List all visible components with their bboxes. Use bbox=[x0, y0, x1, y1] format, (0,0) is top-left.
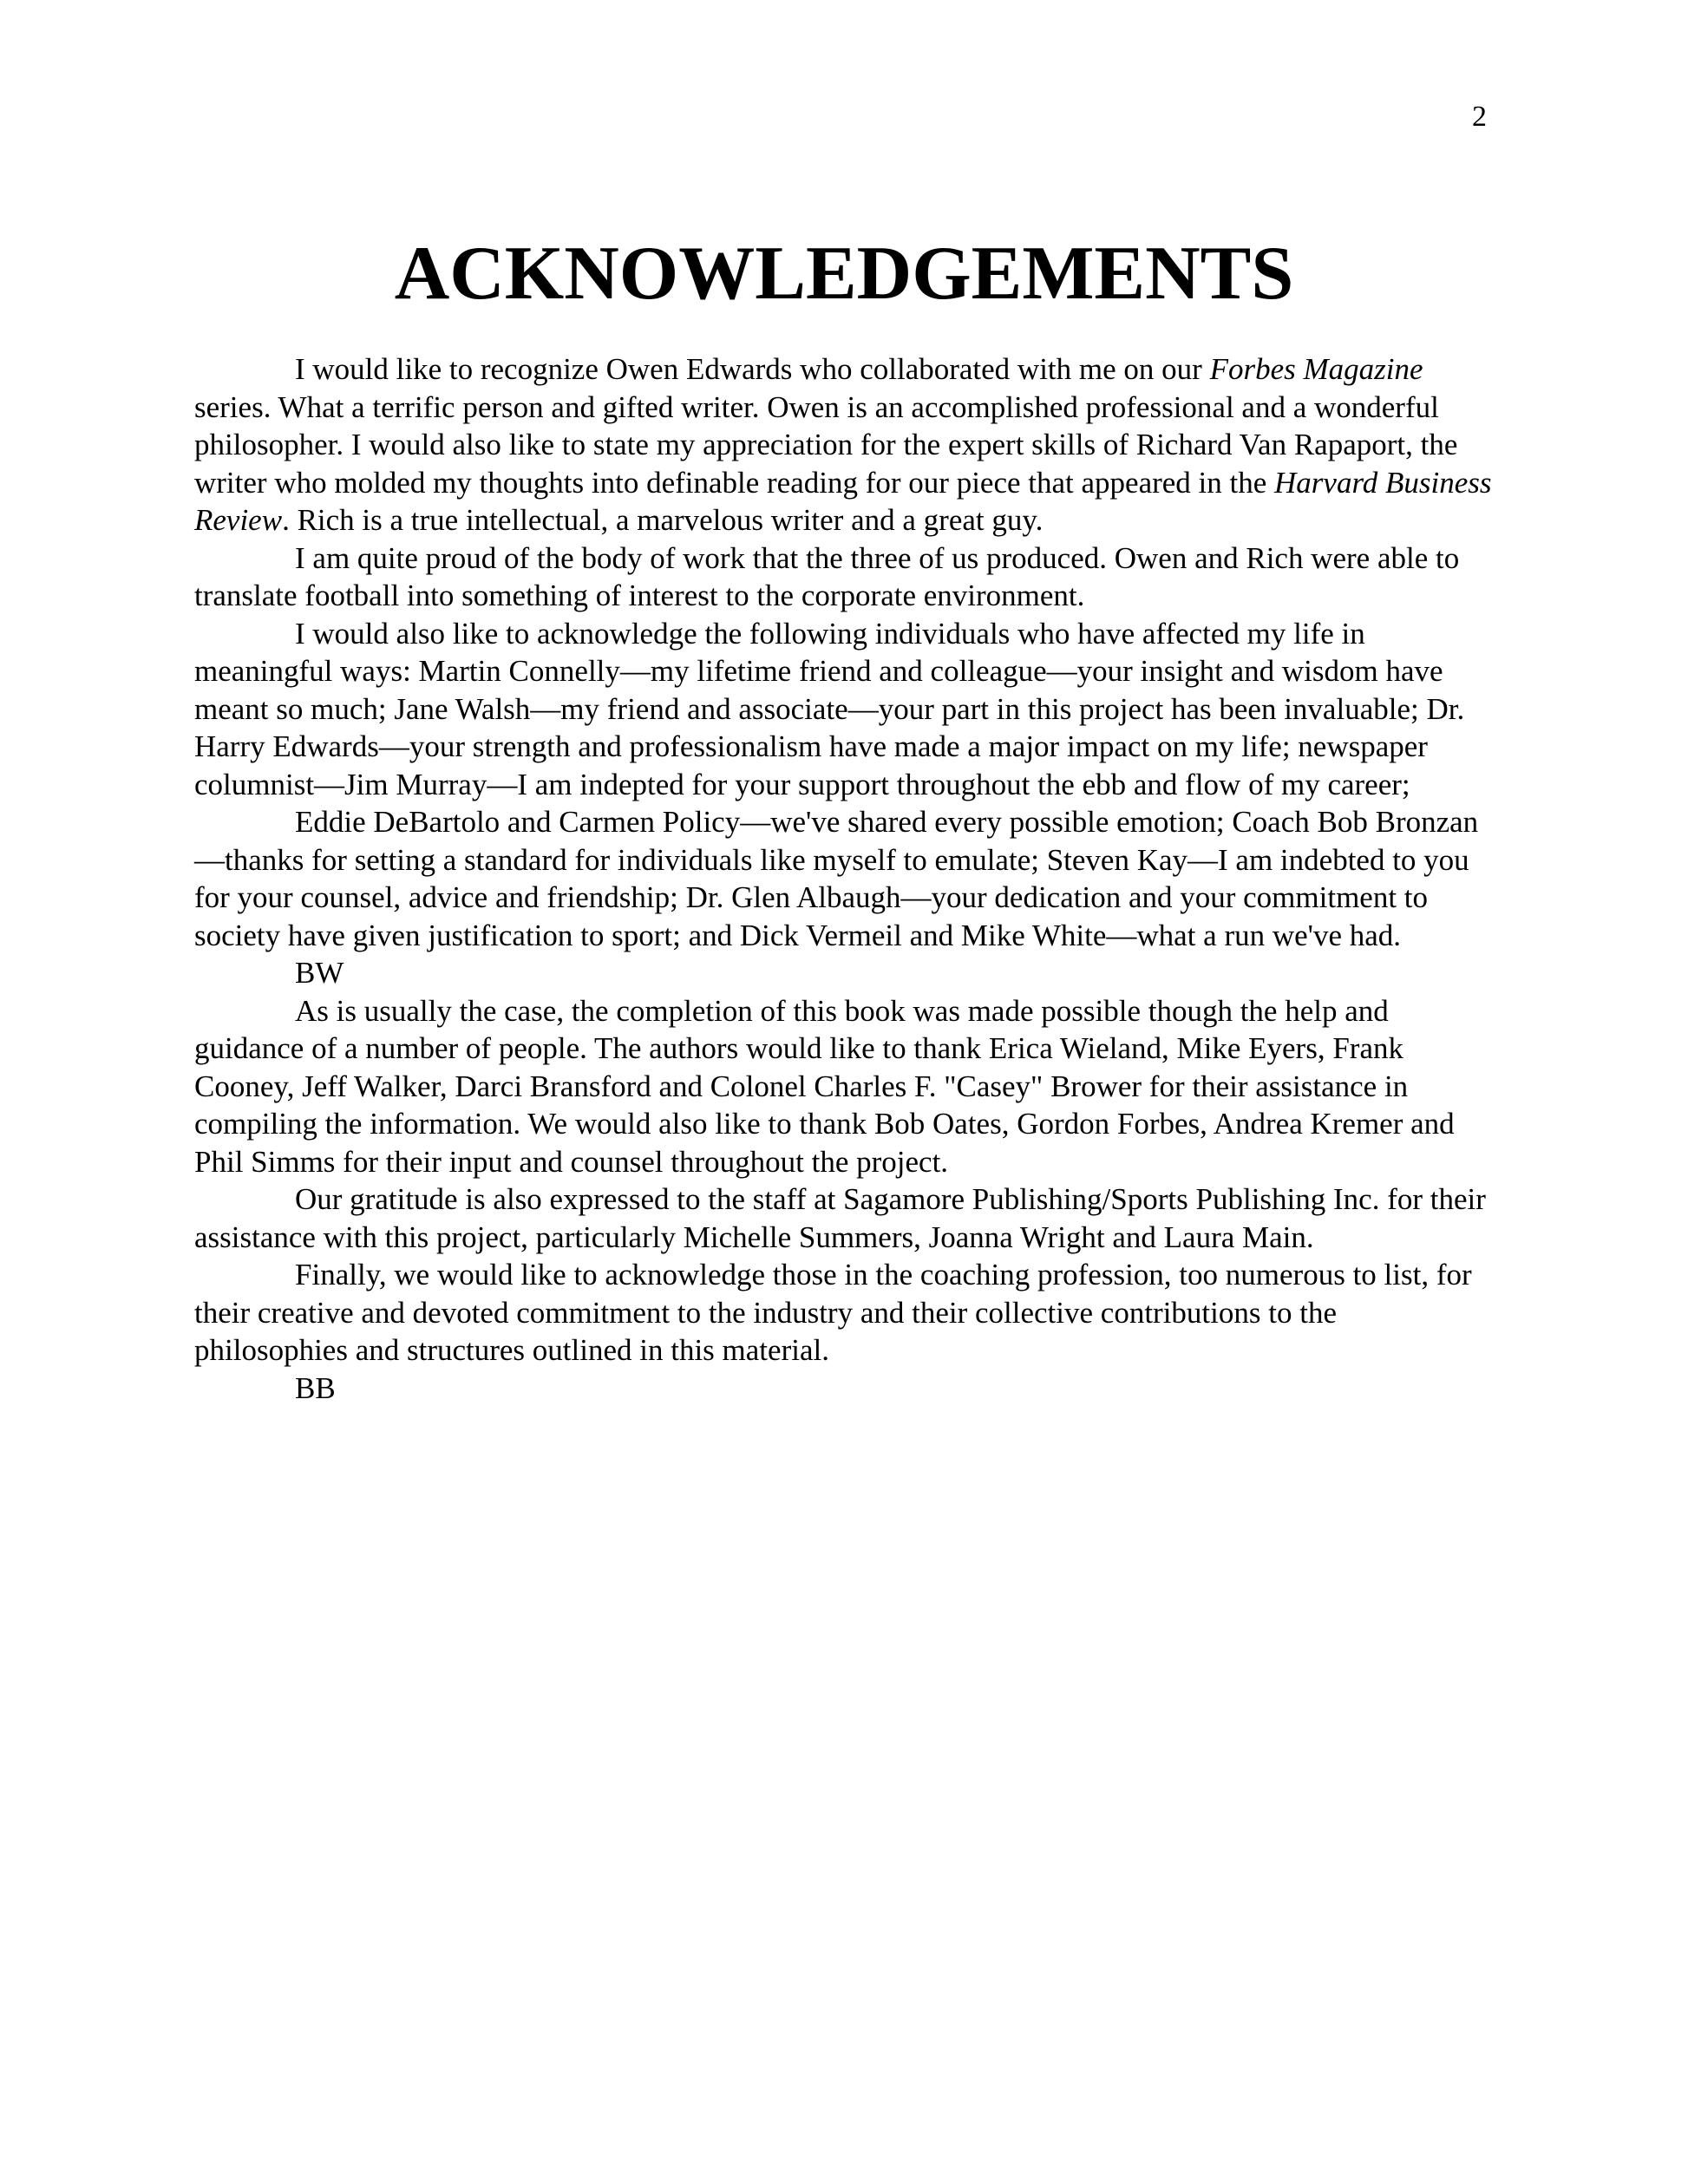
paragraph-3: I would also like to acknowledge the following individuals who have affected my life in meaningful ways: Martin Connelly—my lifetime friend and colleague—your insight and wisdom have meant so much; Jane Walsh—my friend and associate—your part in this project has been invaluable; Dr. Harry Edwards—your strength and professionalism have made a major impact on my life; newspaper columnist—Jim Murray—I am indepted for your support throughout the ebb and flow of my career; bbox=[194, 616, 1465, 801]
paragraph-4: Eddie DeBartolo and Carmen Policy—we've shared every possible emotion; Coach Bob Bronzan—thanks for setting a standard for individuals like myself to emulate; Steven Kay—I am indebted to you for your counsel, advice and friendship; Dr. Glen Albaugh—your dedication and your commitment to society have given justification to sport; and Dick Vermeil and Mike White—what a run we've had. bbox=[194, 805, 1479, 952]
forbes-magazine-title: Forbes Magazine bbox=[1209, 352, 1423, 386]
harvard-business-review-title: Harvard Business Review bbox=[194, 465, 1492, 537]
paragraph-7: Finally, we would like to acknowledge those in the coaching profession, too numerous to list, for their creative and devoted commitment to the industry and their collective contributions to the philosophies and structures outlined in this material. bbox=[194, 1258, 1472, 1367]
page-title: ACKNOWLEDGEMENTS bbox=[394, 232, 1294, 316]
paragraph-1-text-b: series. What a terrific person and gifted writer. Owen is an accomplished professional and a wonderful philosopher. I would also like to state my appreciation for the expert skills of Richard Van Rapaport, the writer who molded my thoughts into definable reading for our piece that appeared in the bbox=[194, 389, 1458, 500]
paragraph-1-text-a: I would like to recognize Owen Edwards who collaborated with me on our bbox=[295, 352, 1210, 386]
signature-bb: BB bbox=[295, 1370, 336, 1405]
signature-bw: BW bbox=[295, 956, 344, 990]
paragraph-2: I am quite proud of the body of work that the three of us produced. Owen and Rich were able to translate football into something of interest to the corporate environment. bbox=[194, 540, 1460, 612]
acknowledgements-body bbox=[194, 350, 1494, 1407]
paragraph-6: Our gratitude is also expressed to the staff at Sagamore Publishing/Sports Publishing Inc. for their assistance with this project, particularly Michelle Summers, Joanna Wright and Laura Main. bbox=[194, 1182, 1486, 1254]
paragraph-1 bbox=[194, 350, 1494, 539]
paragraph-5: As is usually the case, the completion of this book was made possible though the help and guidance of a number of people. The authors would like to thank Erica Wieland, Mike Eyers, Frank Cooney, Jeff Walker, Darci Bransford and Colonel Charles F. "Casey" Brower for their assistance in compiling the information. We would also like to thank Bob Oates, Gordon Forbes, Andrea Kremer and Phil Simms for their input and counsel throughout the project. bbox=[194, 993, 1455, 1179]
paragraph-1-text-c: . Rich is a true intellectual, a marvelous writer and a great guy. bbox=[282, 503, 1044, 537]
page-number: 2 bbox=[1472, 101, 1487, 133]
